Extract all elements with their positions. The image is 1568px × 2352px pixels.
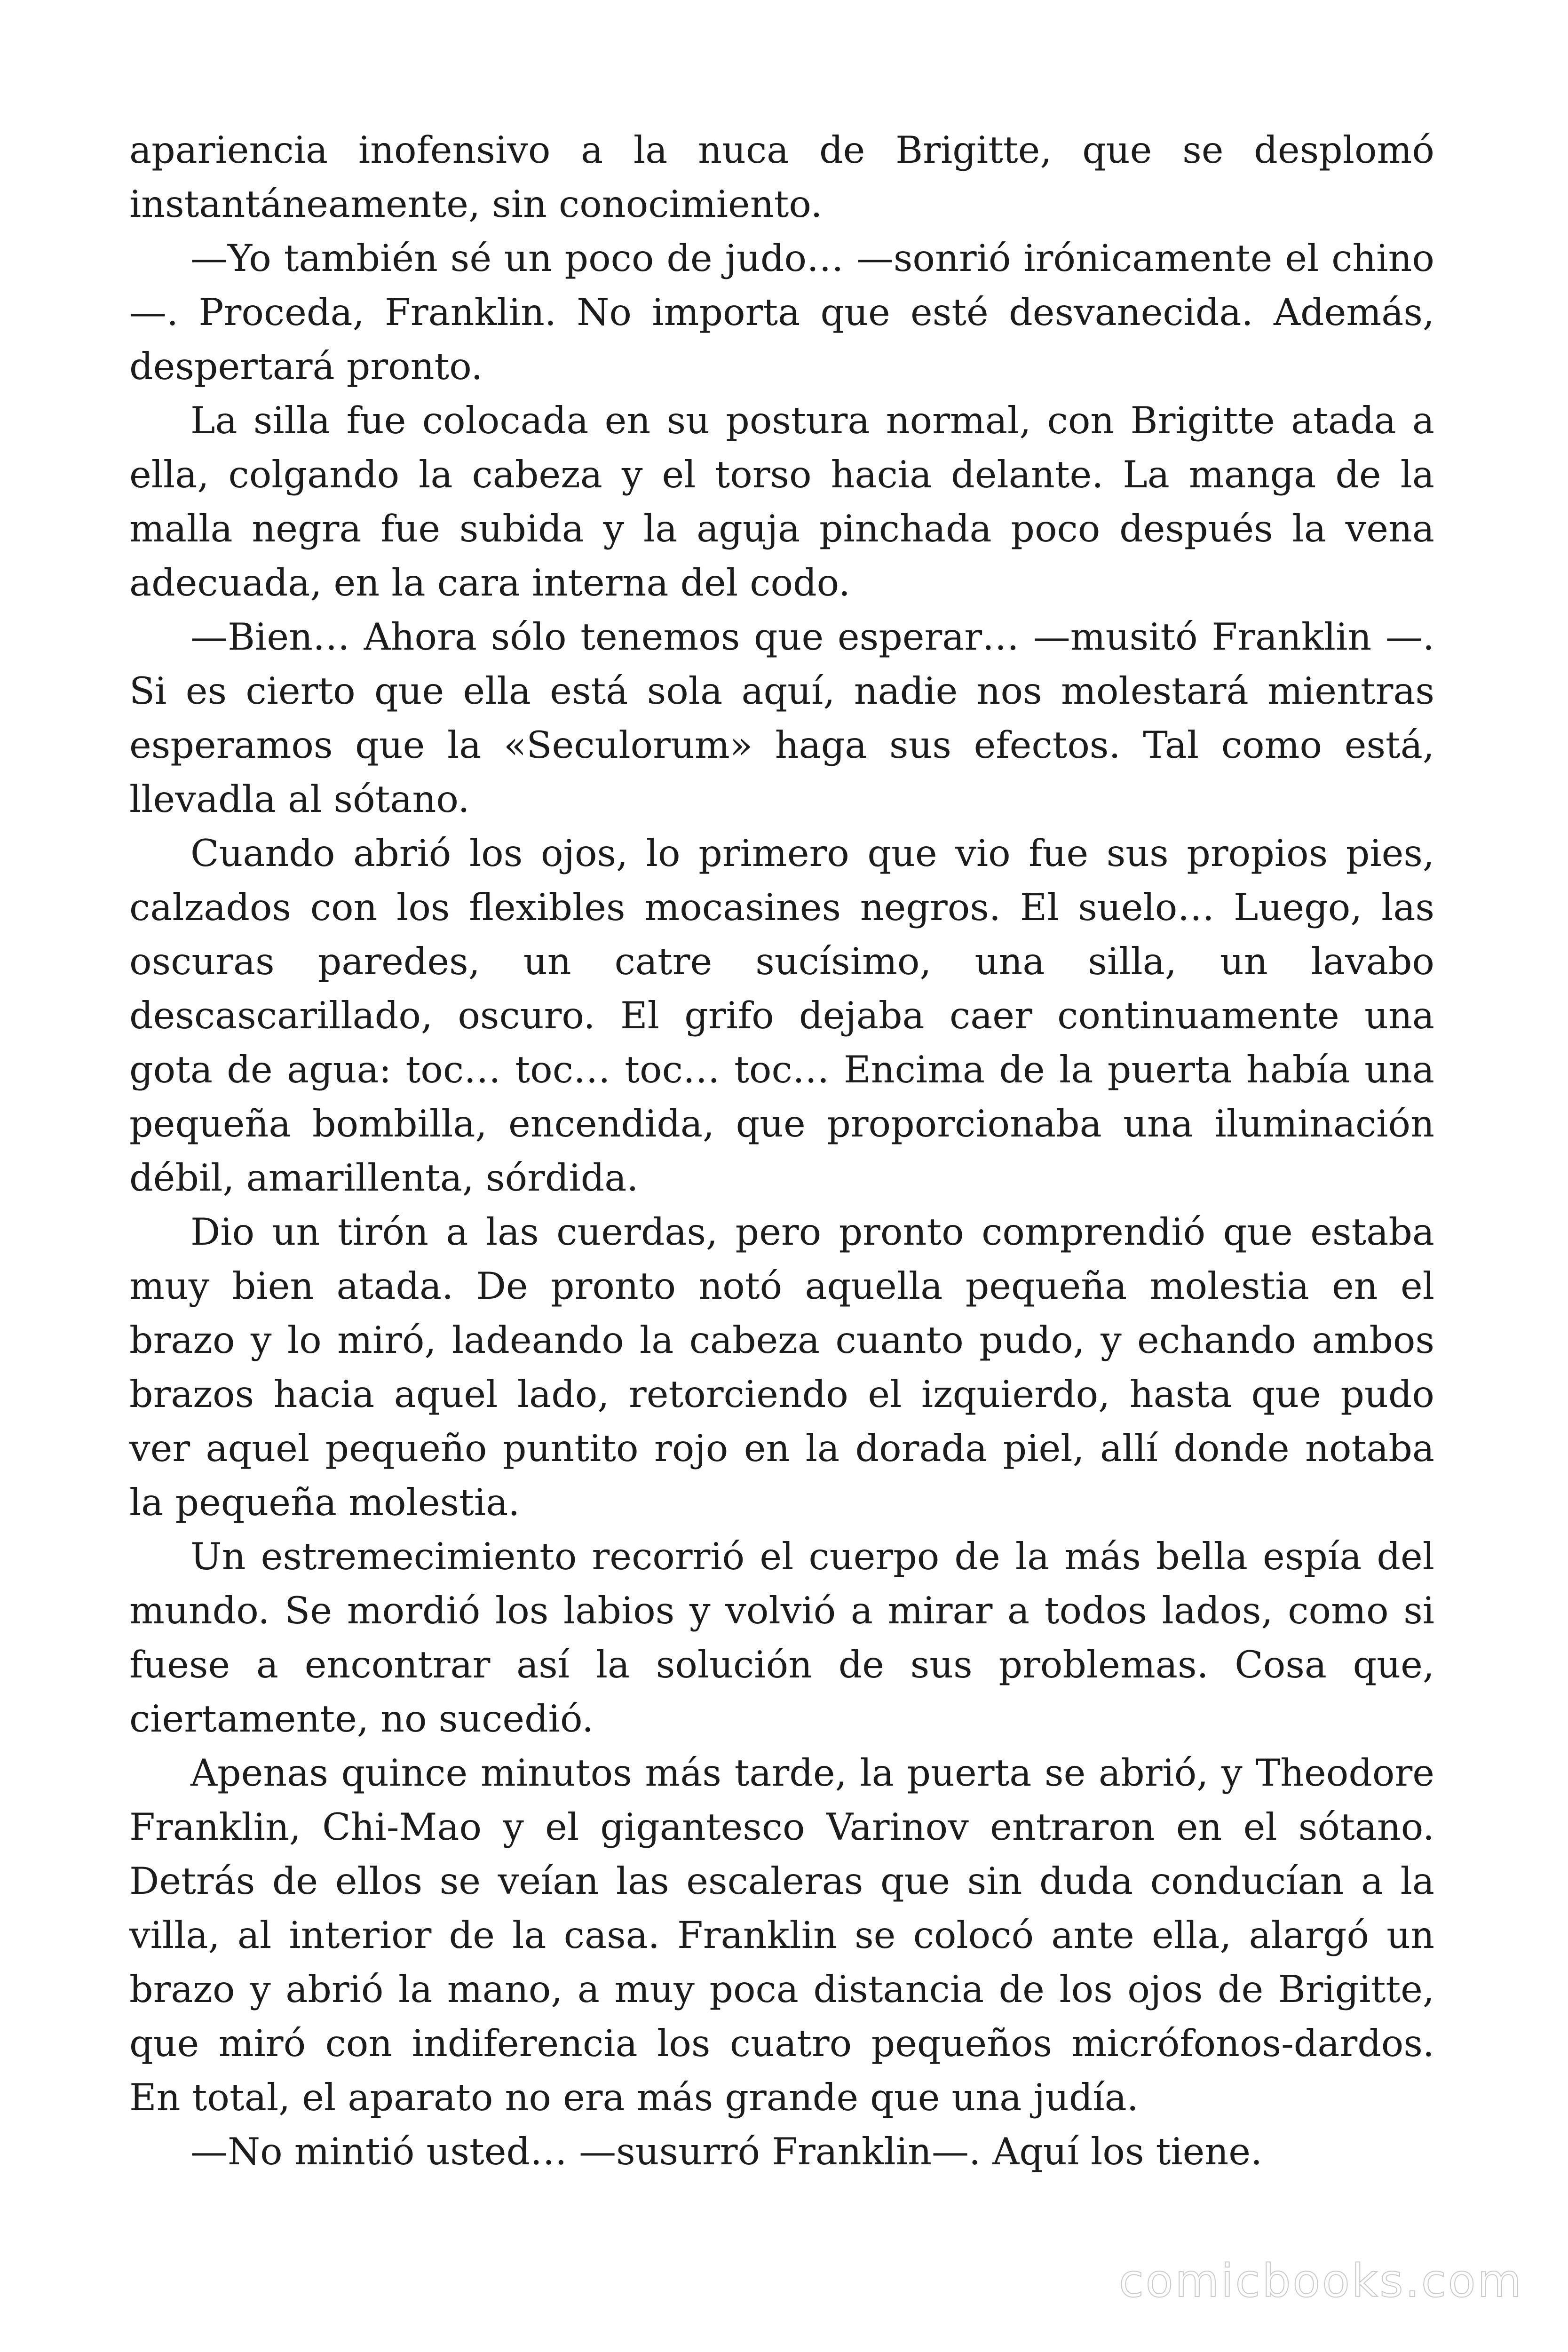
watermark-logo: comicbooks.com [1118,2255,1523,2307]
paragraph-5: Cuando abrió los ojos, lo primero que vio fue sus propios pies, calzados con los flexibles mocasines negros. El suelo… Luego, las oscuras paredes, un catre sucísimo, una silla, un lavabo descascarillado, oscuro. El grifo dejaba caer continuamente una gota de agua: toc… toc… toc… toc… Encima de la puerta había una pequeña bombilla, encendida, que proporcionaba una iluminación débil, amarillenta, sórdida. [129,832,1434,1200]
body-text [129,123,1434,2179]
paragraph-6: Dio un tirón a las cuerdas, pero pronto comprendió que estaba muy bien atada. De pronto notó aquella pequeña molestia en el brazo y lo miró, ladeando la cabeza cuanto pudo, y echando ambos brazos hacia aquel lado, retorciendo el izquierdo, hasta que pudo ver aquel pequeño puntito rojo en la dorada piel, allí donde notaba la pequeña molestia. [129,1210,1434,1524]
paragraph-9: —No mintió usted… —susurró Franklin—. Aquí los tiene. [190,2130,1263,2173]
paragraph-1: apariencia inofensivo a la nuca de Brigitte, que se desplomó instantáneamente, sin conocimiento. [129,128,1434,226]
paragraph-8: Apenas quince minutos más tarde, la puerta se abrió, y Theodore Franklin, Chi-Mao y el gigantesco Varinov entraron en el sótano. Detrás de ellos se veían las escaleras que sin duda conducían a la villa, al interior de la casa. Franklin se colocó ante ella, alargó un brazo y abrió la mano, a muy poca distancia de los ojos de Brigitte, que miró con indiferencia los cuatro pequeños micrófonos-dardos. En total, el aparato no era más grande que una judía. [129,1751,1434,2119]
paragraph-4: —Bien… Ahora sólo tenemos que esperar… —musitó Franklin —. Si es cierto que ella está sola aquí, nadie nos molestará mientras esperamos que la «Seculorum» haga sus efectos. Tal como está, llevadla al sótano. [129,615,1434,821]
paragraph-2: —Yo también sé un poco de judo… —sonrió irónicamente el chino—. Proceda, Franklin. No importa que esté desvanecida. Además, despertará pronto. [129,237,1434,388]
paragraph-3: La silla fue colocada en su postura normal, con Brigitte atada a ella, colgando la cabeza y el torso hacia delante. La manga de la malla negra fue subida y la aguja pinchada poco después la vena adecuada, en la cara interna del codo. [129,399,1434,604]
paragraph-7: Un estremecimiento recorrió el cuerpo de la más bella espía del mundo. Se mordió los labios y volvió a mirar a todos lados, como si fuese a encontrar así la solución de sus problemas. Cosa que, ciertamente, no sucedió. [129,1535,1434,1740]
